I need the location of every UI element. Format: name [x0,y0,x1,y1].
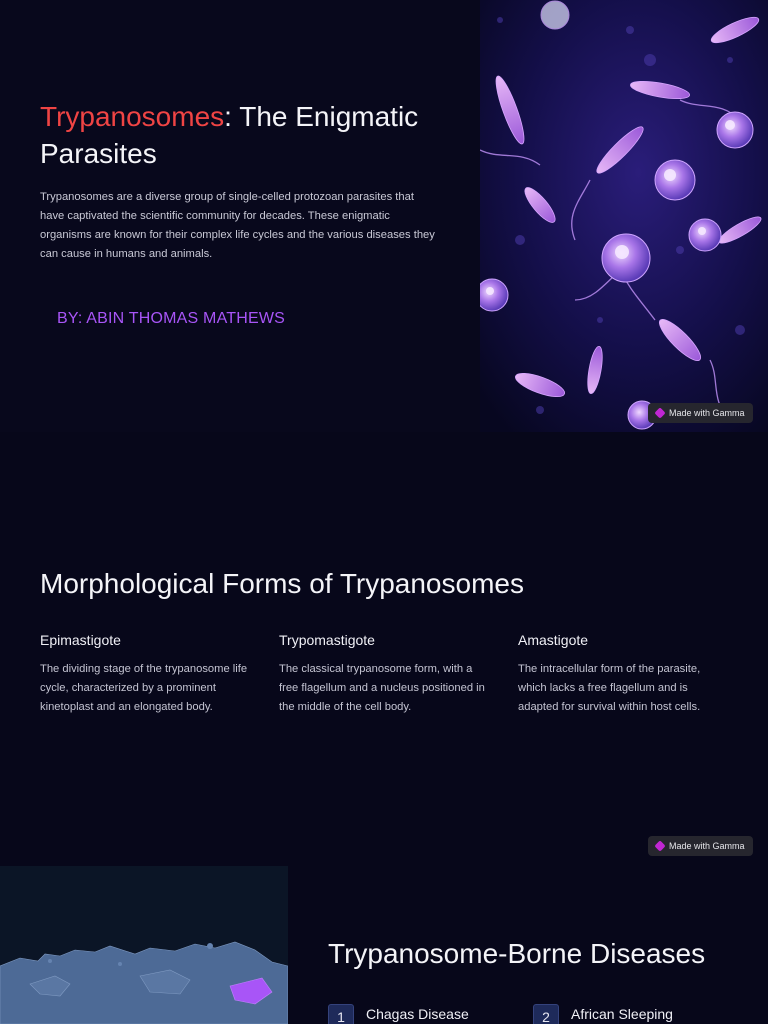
world-map-illustration [0,866,288,1024]
title-slide [0,0,768,432]
disease-number: 2 [533,1004,559,1024]
made-with-gamma-badge[interactable] [648,403,753,423]
disease-name: Chagas Disease [366,1006,469,1022]
diseases-slide [0,866,768,1024]
form-heading: Trypomastigote [279,632,375,648]
made-with-gamma-badge[interactable] [648,836,753,856]
form-description: The dividing stage of the trypanosome life cycle, characterized by a prominent kinetoplast and an elongated body. [40,663,248,713]
trypanosome-illustration [480,0,768,432]
intro-description: Trypanosomes are a diverse group of single-celled protozoan parasites that have captivated the scientific community for decades. These enigmatic organisms are known for their complex life cycles and the various diseases they can cause in humans and animals. [40,191,435,260]
author-byline: BY: ABIN THOMAS MATHEWS [57,310,286,327]
form-column-trypomastigote [279,632,494,717]
gamma-logo-icon [654,840,665,851]
title-rest: : The Enigmatic Parasites [40,101,419,169]
disease-name: African Sleeping [571,1006,673,1022]
badge-label: Made with Gamma [669,408,745,418]
form-description: The classical trypanosome form, with a free flagellum and a nucleus positioned in the middle of the cell body. [279,663,485,713]
morphology-slide [0,432,768,866]
slide-title: Trypanosome-Borne Diseases [328,938,706,969]
badge-label: Made with Gamma [669,841,745,851]
disease-number: 1 [328,1004,354,1024]
form-column-epimastigote [40,632,255,717]
slide-title [40,98,460,172]
form-heading: Amastigote [518,632,589,648]
slide-title: Morphological Forms of Trypanosomes [40,568,524,599]
form-column-amastigote [518,632,718,717]
title-accent: Trypanosomes [40,101,225,132]
form-description: The intracellular form of the parasite, which lacks a free flagellum and is adapted for survival within host cells. [518,663,701,713]
form-heading: Epimastigote [40,632,121,648]
gamma-logo-icon [654,407,665,418]
